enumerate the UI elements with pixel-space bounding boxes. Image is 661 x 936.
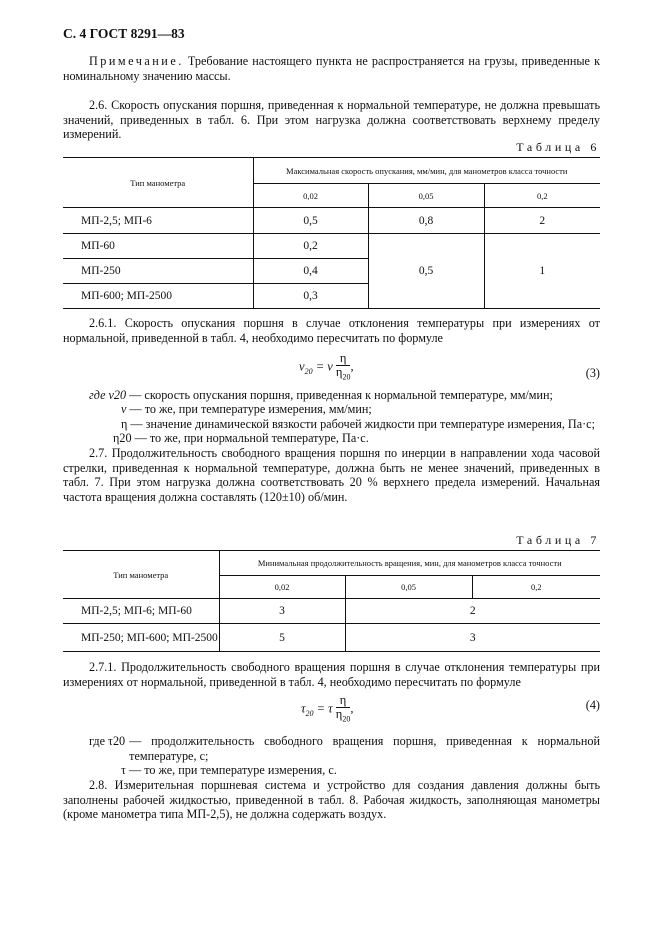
formula4-fraction (335, 693, 354, 726)
table6-caption: Таблица 6 (516, 140, 600, 154)
table6-col-type: Тип манометра (63, 158, 253, 208)
where4-symbol: где τ20 (89, 734, 126, 748)
where3-symbol: где v20 (89, 388, 127, 402)
where3-symbol: η20 (113, 431, 132, 445)
note-paragraph (63, 54, 600, 83)
table7-type: МП-2,5; МП-6; МП-60 (63, 599, 219, 624)
formula4-number: (4) (585, 698, 600, 712)
table7-cell-merged: 3 (345, 624, 600, 652)
note-text: Требование настоящего пункта не распространяется на грузы, приведенные к номинальному значению массы. (63, 54, 600, 83)
table6-cell: 0,4 (253, 259, 368, 284)
where4-line (121, 763, 337, 778)
formula3-lhs: v (299, 359, 305, 374)
formula4-den-symbol: η (335, 707, 343, 721)
formula3-lhs-sub: 20 (304, 367, 313, 377)
formula-4 (301, 694, 353, 726)
where3-text: — значение динамической вязкости рабочей жидкости при температуре измерения, Па·с; (130, 417, 595, 431)
table-row (63, 208, 600, 234)
formula3-number: (3) (585, 366, 600, 380)
table6-cell: 0,2 (253, 234, 368, 259)
formula4-denominator (336, 708, 351, 726)
table7-cell: 5 (219, 624, 345, 652)
formula3-den-symbol: η (335, 365, 343, 379)
where3-line (121, 417, 595, 432)
where3-text: — то же, при температуре измерения, мм/мин; (129, 402, 372, 416)
paragraph-2-8 (63, 778, 600, 822)
table-row (63, 234, 600, 259)
formula4-numerator: η (336, 694, 351, 708)
formula3-tail: , (350, 359, 354, 374)
formula3-eq: = v (315, 359, 333, 374)
table6-type: МП-600; МП-2500 (63, 284, 253, 309)
table7-col-type: Тип манометра (63, 551, 219, 599)
formula3-den-sub: 20 (342, 372, 351, 382)
table-row (63, 599, 600, 624)
formula4-lhs-sub: 20 (305, 709, 314, 719)
paragraph-2-7 (63, 446, 600, 504)
paragraph-2-6-1 (63, 316, 600, 345)
page-header: С. 4 ГОСТ 8291—83 (63, 26, 185, 41)
where4-text: — продолжительность свободного вращения поршня, приведенная к нормальной температуре, с; (129, 734, 600, 763)
paragraph-2-6-text: 2.6. Скорость опускания поршня, приведенная к нормальной температуре, не должна превышать значений, приведенных в табл. 6. При этом нагрузка должна соответствовать верхнему пределу измерений. (63, 98, 600, 141)
table6-type: МП-60 (63, 234, 253, 259)
table-7 (63, 550, 600, 652)
where3-line (121, 402, 372, 417)
table6-type: МП-2,5; МП-6 (63, 208, 253, 234)
formula-3 (299, 352, 354, 384)
where3-line (89, 388, 553, 403)
where4-text: — то же, при температуре измерения, с. (128, 763, 337, 777)
table6-cell-merged: 0,5 (368, 234, 484, 309)
where3-line (113, 431, 369, 446)
formula4-lhs: τ (301, 701, 306, 716)
table7-class: 0,05 (345, 576, 472, 599)
paragraph-2-6-1-text: 2.6.1. Скорость опускания поршня в случае отклонения температуры при измерениях от нормальной, приведенной в табл. 4, необходимо пересчитать по формуле (63, 316, 600, 345)
table6-type: МП-250 (63, 259, 253, 284)
formula3-denominator (336, 366, 351, 384)
note-label: Примечание. (89, 54, 184, 68)
table6-class: 0,2 (484, 184, 600, 208)
table6-cell: 0,3 (253, 284, 368, 309)
where3-text: — скорость опускания поршня, приведенная к нормальной температуре, мм/мин; (129, 388, 553, 402)
table6-cell-merged: 1 (484, 234, 600, 309)
where3-symbol: η (121, 417, 128, 431)
formula4-eq: = τ (316, 701, 333, 716)
paragraph-2-8-text: 2.8. Измерительная поршневая система и устройство для создания давления должны быть заполнены рабочей жидкостью, приведенной в табл. 8. Рабочая жидкость, заполняющая манометры (кроме манометра типа МП-2,5), не должна содержать воздух. (63, 778, 600, 821)
paragraph-2-6 (63, 98, 600, 142)
table6-cell: 0,8 (368, 208, 484, 234)
table7-caption: Таблица 7 (516, 533, 600, 547)
table6-cell: 0,5 (253, 208, 368, 234)
table7-class: 0,02 (219, 576, 345, 599)
formula4-den-sub: 20 (342, 714, 351, 724)
table6-class: 0,02 (253, 184, 368, 208)
table7-cell: 3 (219, 599, 345, 624)
table7-col-group: Минимальная продолжительность вращения, мин, для манометров класса точности (219, 551, 600, 576)
paragraph-2-7-1-text: 2.7.1. Продолжительность свободного вращения поршня в случае отклонения температуры при измерениях от нормальной, приведенной в табл. 4, необходимо пересчитать по формуле (63, 660, 600, 689)
table6-cell: 2 (484, 208, 600, 234)
formula4-tail: , (350, 701, 354, 716)
paragraph-2-7-1 (63, 660, 600, 689)
table7-class: 0,2 (472, 576, 600, 599)
where4-symbol: τ (121, 763, 126, 777)
table-row (63, 624, 600, 652)
table7-cell-merged: 2 (345, 599, 600, 624)
paragraph-2-7-text: 2.7. Продолжительность свободного вращения поршня по инерции в направлении хода часовой стрелки, приведенная к нормальной температуре, должна быть не менее значений, приведенных в табл. 7. При этом нагрузка должна соответствовать 20 % верхнего предела измерений. Начальная частота вращения должна составлять (120±10) об/мин. (63, 446, 600, 504)
table6-class: 0,05 (368, 184, 484, 208)
table7-type: МП-250; МП-600; МП-2500 (63, 624, 219, 652)
table6-col-group: Максимальная скорость опускания, мм/мин, для манометров класса точности (253, 158, 600, 184)
where3-symbol: v (121, 402, 127, 416)
where4-line (89, 734, 600, 763)
table-6 (63, 157, 600, 309)
where3-text: — то же, при нормальной температуре, Па·с. (134, 431, 369, 445)
formula3-fraction (335, 351, 354, 384)
formula3-numerator: η (336, 352, 351, 366)
